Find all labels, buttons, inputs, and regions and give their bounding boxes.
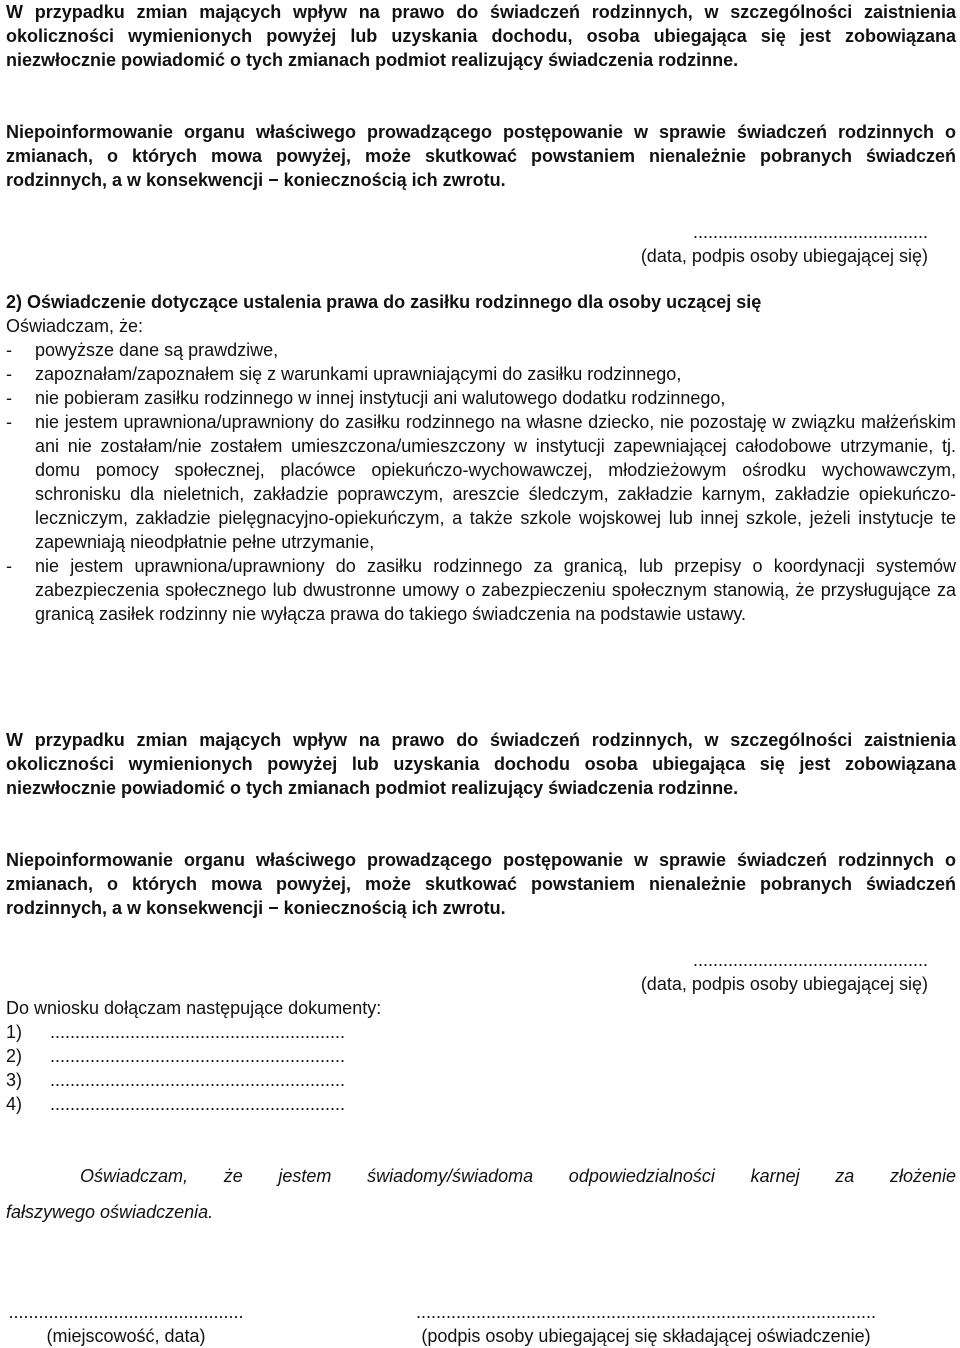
list-item-text: nie jestem uprawniona/uprawniony do zasiłku rodzinnego za granicą, lub przepisy o koordynacji systemów zabezpieczenia społecznego lub dwustronne umowy o zabezpieczeniu społecznym stanowią, że przysługujące za granicą zasiłek rodzinny nie wyłącza prawa do takiego świadczenia na podstawie ustawy.	[35, 556, 956, 624]
list-item	[6, 338, 956, 362]
attachment-dots: ...........................................................	[50, 1094, 346, 1114]
attachment-dots: ...........................................................	[50, 1046, 346, 1066]
list-item	[6, 554, 956, 626]
signature-caption: (data, podpis osoby ubiegającej się)	[640, 974, 928, 994]
signature-dots: ...............................................	[692, 222, 928, 242]
criminal-liability-declaration	[6, 1164, 956, 1224]
dash-marker: -	[6, 340, 12, 360]
attachment-number: 2)	[6, 1046, 23, 1066]
attachment-number: 1)	[6, 1022, 23, 1042]
list-item-text: powyższe dane są prawdziwe,	[35, 340, 279, 360]
declaration-line-2: fałszywego oświadczenia.	[6, 1202, 214, 1222]
list-item-text: nie pobieram zasiłku rodzinnego w innej instytucji ani walutowego dodatku rodzinnego,	[35, 388, 726, 408]
applicant-signature-dots[interactable]: ............................................................................................	[415, 1302, 877, 1322]
warning-paragraph: Niepoinformowanie organu właściwego prowadzącego postępowanie w sprawie świadczeń rodzinnych o zmianach, o których mowa powyżej, może skutkować powstaniem nienależnie pobranych świadczeń rodzinnych, a w konsekwencji − koniecznością ich zwrotu.	[6, 122, 956, 190]
declaration-list	[6, 338, 956, 626]
attachment-number: 4)	[6, 1094, 23, 1114]
attachment-dots: ...........................................................	[50, 1022, 346, 1042]
attachments-intro: Do wniosku dołączam następujące dokumenty:	[6, 998, 382, 1018]
attachments-list	[6, 1020, 956, 1116]
list-item-text: nie jestem uprawniona/uprawniony do zasiłku rodzinnego na własne dziecko, nie pozostaję w związku małżeńskim ani nie zostałam/nie zostałem umieszczona/umieszczony w instytucji zapewniającej całodobowe utrzymanie, tj. domu pomocy społecznej, placówce opiekuńczo-wychowawczej, młodzieżowym ośrodku wychowawczym, schronisku dla nieletnich, zakładzie poprawczym, areszcie śledczym, zakładzie karnym, zakładzie opiekuńczo-leczniczym, zakładzie pielęgnacyjno-opiekuńczym, a także szkole wojskowej lub innej szkole, jeżeli instytucje te zapewniają nieodpłatnie pełne utrzymanie,	[35, 412, 956, 552]
section1-warning	[6, 120, 956, 192]
section1-notice	[6, 0, 956, 72]
list-item	[6, 362, 956, 386]
applicant-signature	[366, 1300, 926, 1348]
section2-signature	[641, 948, 928, 996]
signature-dots: ...............................................	[692, 950, 928, 970]
section1-signature	[641, 220, 928, 268]
dash-marker: -	[6, 364, 12, 384]
attachments	[6, 996, 956, 1116]
warning-paragraph: Niepoinformowanie organu właściwego prowadzącego postępowanie w sprawie świadczeń rodzinnych o zmianach, o których mowa powyżej, może skutkować powstaniem nienależnie pobranych świadczeń rodzinnych, a w konsekwencji − koniecznością ich zwrotu.	[6, 850, 956, 918]
declaration-line-1: Oświadczam, że jestem świadomy/świadoma odpowiedzialności karnej za złożenie	[80, 1166, 956, 1186]
attachment-item[interactable]	[6, 1068, 956, 1092]
list-item	[6, 410, 956, 554]
dash-marker: -	[6, 388, 12, 408]
place-date-caption: (miejscowość, data)	[46, 1326, 206, 1346]
list-item	[6, 386, 956, 410]
attachment-dots: ...........................................................	[50, 1070, 346, 1090]
attachment-item[interactable]	[6, 1020, 956, 1044]
dash-marker: -	[6, 412, 12, 432]
section2-statement	[6, 290, 956, 626]
section2-warning	[6, 848, 956, 920]
attachment-number: 3)	[6, 1070, 23, 1090]
attachment-item[interactable]	[6, 1044, 956, 1068]
place-date-signature	[6, 1300, 246, 1348]
place-date-dots[interactable]: ...............................................	[8, 1302, 244, 1322]
section2-heading: 2) Oświadczenie dotyczące ustalenia prawa do zasiłku rodzinnego dla osoby uczącej się	[6, 292, 762, 312]
signature-caption: (data, podpis osoby ubiegającej się)	[640, 246, 928, 266]
dash-marker: -	[6, 556, 12, 576]
attachment-item[interactable]	[6, 1092, 956, 1116]
section2-notice	[6, 728, 956, 800]
section2-intro: Oświadczam, że:	[6, 316, 144, 336]
list-item-text: zapoznałam/zapoznałem się z warunkami uprawniającymi do zasiłku rodzinnego,	[35, 364, 682, 384]
applicant-signature-caption: (podpis osoby ubiegającej się składającej oświadczenie)	[421, 1326, 871, 1346]
notice-paragraph: W przypadku zmian mających wpływ na prawo do świadczeń rodzinnych, w szczególności zaistnienia okoliczności wymienionych powyżej lub uzyskania dochodu, osoba ubiegająca się jest zobowiązana niezwłocznie powiadomić o tych zmianach podmiot realizujący świadczenia rodzinne.	[6, 2, 956, 70]
notice-paragraph: W przypadku zmian mających wpływ na prawo do świadczeń rodzinnych, w szczególności zaistnienia okoliczności wymienionych powyżej lub uzyskania dochodu osoba ubiegająca się jest zobowiązana niezwłocznie powiadomić o tych zmianach podmiot realizujący świadczenia rodzinne.	[6, 730, 956, 798]
